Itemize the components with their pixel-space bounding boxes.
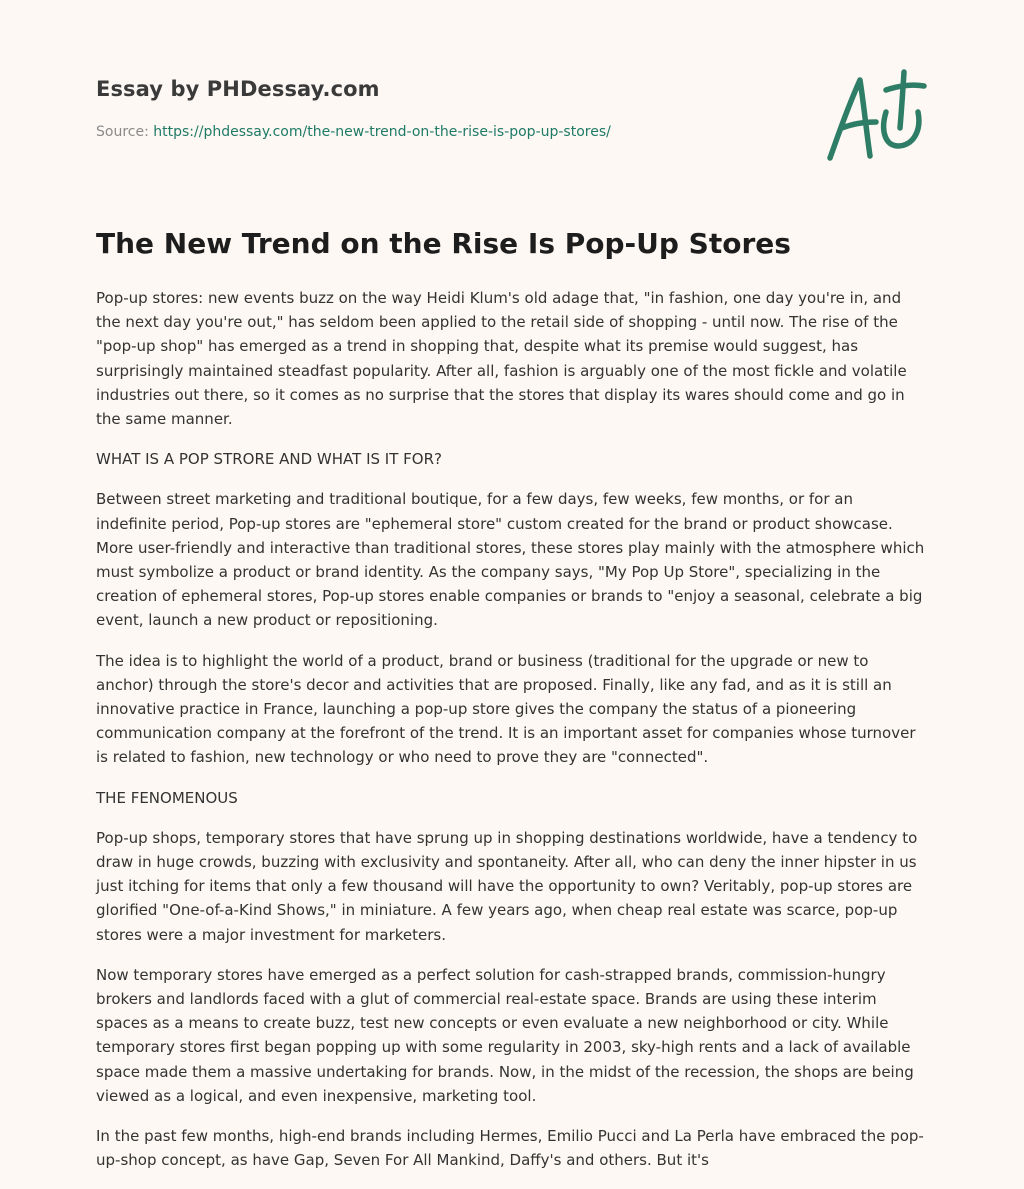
paragraph-high-end-brands: In the past few months, high-end brands including Hermes, Emilio Pucci and La Perla have embraced the pop-up-shop concept, as have Gap, Seven For All Mankind, Daffy's and others. But it's [96,1127,924,1170]
source-line [96,124,611,140]
source-link[interactable]: https://phdessay.com/the-new-trend-on-the-rise-is-pop-up-stores/ [153,124,611,140]
paragraph-temporary-stores: Now temporary stores have emerged as a perfect solution for cash-strapped brands, commission-hungry brokers and landlords faced with a glut of commercial real-estate space. Brands are using these interim spaces as a means to create buzz, test new concepts or even evaluate a new neighborhood or city. While temporary stores first began popping up with some regularity in 2003, sky-high rents and a lack of available space made them a massive undertaking for brands. Now, in the midst of the recession, the shops are being viewed as a logical, and even inexpensive, marketing tool. [96,965,914,1105]
paragraph-popup-shops: Pop-up shops, temporary stores that have sprung up in shopping destinations worldwide, have a tendency to draw in huge crowds, buzzing with exclusivity and spontaneity. After all, who can deny the inner hipster in us just itching for items that only a few thousand will have the opportunity to own? Veritably, pop-up stores are glorified "One-of-a-Kind Shows," in miniature. A few years ago, when cheap real estate was scarce, pop-up stores were a major investment for marketers. [96,828,918,944]
article-body [96,286,928,1189]
a-plus-logo [820,66,930,166]
article-title: The New Trend on the Rise Is Pop-Up Stores [96,227,791,260]
paragraph-intro: Pop-up stores: new events buzz on the way Heidi Klum's old adage that, "in fashion, one day you're in, and the next day you're out," has seldom been applied to the retail side of shopping - until now. The rise of the "pop-up shop" has emerged as a trend in shopping that, despite what its premise would suggest, has surprisingly maintained steadfast popularity. After all, fashion is arguably one of the most fickle and volatile industries out there, so it comes as no surprise that the stores that display its wares should come and go in the same manner. [96,289,907,429]
site-title: Essay by PHDessay.com [96,77,380,101]
paragraph-idea: The idea is to highlight the world of a product, brand or business (traditional for the upgrade or new to anchor) through the store's decor and activities that are proposed. Finally, like any fad, and as it is still an innovative practice in France, launching a pop-up store gives the company the status of a pioneering communication company at the forefront of the trend. It is an important asset for companies whose turnover is related to fashion, new technology or who need to prove they are "connected". [96,651,916,767]
source-label: Source: [96,124,154,140]
section-heading-what-is: WHAT IS A POP STRORE AND WHAT IS IT FOR? [96,450,442,469]
section-heading-fenomenous: THE FENOMENOUS [96,788,238,807]
paragraph-definition: Between street marketing and traditional boutique, for a few days, few weeks, few months, or for an indefinite period, Pop-up stores are "ephemeral store" custom created for the brand or product showcase. More user-friendly and interactive than traditional stores, these stores play mainly with the atmosphere which must symbolize a product or brand identity. As the company says, "My Pop Up Store", specializing in the creation of ephemeral stores, Pop-up stores enable companies or brands to "enjoy a seasonal, celebrate a big event, launch a new product or repositioning. [96,490,925,630]
